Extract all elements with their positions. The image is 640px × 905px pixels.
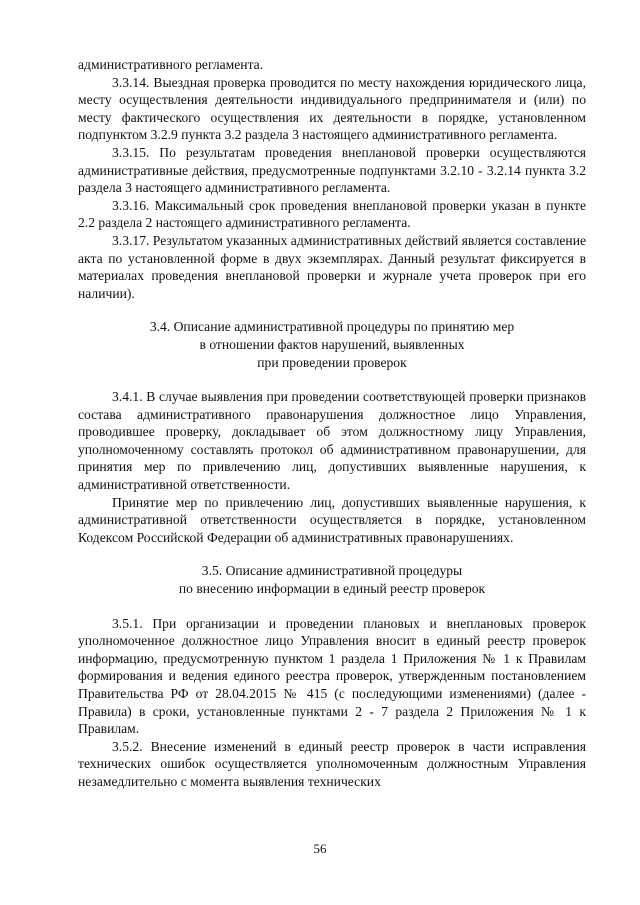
paragraph-continuation: административного регламента. <box>78 57 264 72</box>
section-heading-3-5 <box>78 562 586 597</box>
heading-line: при проведении проверок <box>257 354 407 370</box>
spacer <box>78 302 586 318</box>
heading-line: в отношении фактов нарушений, выявленных <box>199 336 465 352</box>
spacer <box>78 371 586 388</box>
section-heading-3-4 <box>78 318 586 371</box>
document-page <box>78 56 586 791</box>
spacer <box>78 598 586 615</box>
page-number: 56 <box>313 841 327 856</box>
paragraph-3-5-1: 3.5.1. При организации и проведении плановых и внеплановых проверок уполномоченное должностное лицо Управления вносит в единый реестр проверок информацию, предусмотренную пунктом 1 раздела 1 Приложения № 1 к Правилам формирования и ведения единого реестра проверок, утвержденным постановлением Правительства РФ от 28.04.2015 № 415 (с последующими изменениями) (далее - Правила) в сроки, установленные пунктами 2 - 7 раздела 2 Приложения № 1 к Правилам. <box>78 615 586 737</box>
paragraph-3-3-15: 3.3.15. По результатам проведения внеплановой проверки осуществляются административные действия, предусмотренные подпунктами 3.2.10 - 3.2.14 пункта 3.2 раздела 3 настоящего административного регламента. <box>78 144 586 196</box>
paragraph-3-3-14: 3.3.14. Выездная проверка проводится по месту нахождения юридического лица, месту осуществления деятельности индивидуального предпринимателя и (или) по месту фактического осуществления их деятельности в порядке, установленном подпунктом 3.2.9 пункта 3.2 раздела 3 настоящего административного регламента. <box>78 74 586 143</box>
spacer <box>78 546 586 562</box>
heading-line: 3.4. Описание административной процедуры по принятию мер <box>149 319 515 335</box>
paragraph-3-4-1: 3.4.1. В случае выявления при проведении соответствующей проверки признаков состава административного правонарушения должностное лицо Управления, проводившее проверку, докладывает об этом должностному лицу Управления, уполномоченному составлять протокол об административном правонарушении, для принятия мер по привлечению лиц, допустивших выявленные нарушения, к административной ответственности. <box>78 389 586 493</box>
paragraph-3-5-2: 3.5.2. Внесение изменений в единый реестр проверок в части исправления технических ошибок осуществляется уполномоченным должностным Управления незамедлительно с момента выявления технических <box>78 738 586 789</box>
heading-line: 3.5. Описание административной процедуры <box>201 563 463 579</box>
paragraph-3-4-measures: Принятие мер по привлечению лиц, допустивших выявленные нарушения, к административной ответственности осуществляется в порядке, установленном Кодексом Российской Федерации об административных правонарушениях. <box>78 494 586 545</box>
heading-line: по внесению информации в единый реестр проверок <box>178 581 486 597</box>
paragraph-3-3-17: 3.3.17. Результатом указанных административных действий является составление акта по установленной форме в двух экземплярах. Данный результат фиксируется в материалах проведения внеплановой проверки и журнале учета проверок при его наличии). <box>78 232 586 301</box>
paragraph-3-3-16: 3.3.16. Максимальный срок проведения внеплановой проверки указан в пункте 2.2 раздела 2 настоящего административного регламента. <box>78 197 586 231</box>
